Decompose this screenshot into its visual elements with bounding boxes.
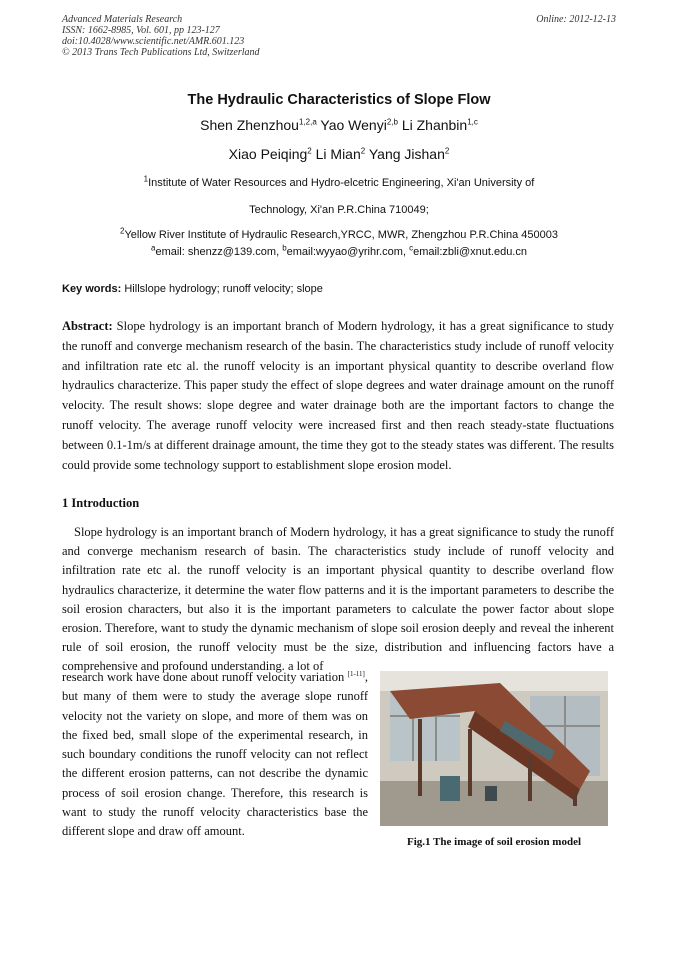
author-sup: 1,2,a: [298, 117, 317, 127]
paper-title: The Hydraulic Characteristics of Slope Flow: [187, 92, 491, 108]
keywords: [62, 283, 323, 295]
aff-sup: 1: [143, 174, 149, 184]
email-sup: b: [282, 243, 287, 253]
aff-text: Yellow River Institute of Hydraulic Research,YRCC, MWR, Zhengzhou P.R.China 450003: [124, 229, 558, 241]
author-name: Li Mian: [315, 146, 361, 162]
journal-header: [62, 14, 616, 58]
keywords-text: Hillslope hydrology; runoff velocity; slope: [124, 283, 323, 295]
email-sup: c: [409, 243, 414, 253]
online-date: Online: 2012-12-13: [536, 14, 616, 25]
section-heading-introduction: 1 Introduction: [62, 496, 140, 510]
author-sup: 2,b: [386, 117, 398, 127]
abstract-label: Abstract:: [62, 319, 113, 333]
intro-paragraph: Slope hydrology is an important branch of Modern hydrology, it has a great significance to study the runoff and converge mechanism research of basin. The characteristics study include of runoff velocity and infiltration rate etc al. the runoff velocity is an important physical quantity to describe overland flow hydraulics characterize, it determine the water flow patterns and it is the important parameters to describe the soil erosion characters, but also it is the important parameters to calculate the power factor about slope erosion. Therefore, want to study the dynamic mechanism of slope soil erosion deeply and reveal the inherent rule of soil erosion, the runoff velocity must be the size, distribution and influencing factors have a comprehensive and profound understanding. a lot of: [62, 525, 614, 674]
author-name: Shen Zhenzhou: [200, 117, 299, 133]
issn-line: ISSN: 1662-8985, Vol. 601, pp 123-127: [62, 25, 220, 36]
copyright-line: © 2013 Trans Tech Publications Ltd, Switzerland: [62, 47, 260, 58]
aff-sup: 2: [120, 226, 125, 236]
author-name: Yao Wenyi: [320, 117, 387, 133]
email-b[interactable]: email:wyyao@yrihr.com,: [286, 246, 407, 258]
author-name: Li Zhanbin: [401, 117, 468, 133]
doi-line: doi:10.4028/www.scientific.net/AMR.601.123: [62, 36, 245, 47]
abstract: [62, 317, 614, 475]
author-name: Yang Jishan: [368, 146, 445, 162]
intro-text: research work have done about runoff velocity variation: [62, 670, 345, 684]
author-sup: 2: [360, 146, 366, 156]
keywords-label: Key words:: [62, 283, 122, 295]
author-name: Xiao Peiqing: [228, 146, 308, 162]
journal-name: Advanced Materials Research: [62, 14, 183, 25]
abstract-text: Slope hydrology is an important branch of Modern hydrology, it has a great significance to study the runoff and converge mechanism research of the basin. The characteristics study include of runoff velocity and infiltration rate etc al. the runoff velocity is an important physical quantity to describe overland flow hydraulics characterize. This paper study the effect of slope degrees and water drainage amount on the runoff velocity. The result shows: slope degree and water drainage both are the important factors to change the runoff velocity. The average runoff velocity were increased first and then reach steady-state fluctuations between 0.1-1m/s at different drainage amount, the time they got to the steady states was different. The results could provide some technology support to establishment slope erosion model.: [62, 319, 614, 472]
intro-paragraph-cont: [62, 668, 368, 842]
affiliation-1: [62, 176, 616, 190]
author-sup: 2: [444, 146, 450, 156]
author-line-2: [0, 146, 678, 162]
affiliation-2: [62, 228, 616, 242]
intro-text: , but many of them were to study the average slope runoff velocity not the variety on slope, and more of them was on the fixed bed, small slope of the experimental research, in such boundary conditions the runoff velocity can not reflect the different erosion patterns, can not describe the dynamic process of soil erosion change. Therefore, this research is want to study the runoff velocity characteristics base the different slope and draw off amount.: [62, 670, 368, 839]
photo-illustration: [380, 671, 608, 826]
email-a[interactable]: email: shenzz@139.com,: [155, 246, 280, 258]
aff-text: Institute of Water Resources and Hydro-elcetric Engineering, Xi'an University of: [148, 177, 535, 189]
figure-caption: Fig.1 The image of soil erosion model: [406, 836, 582, 848]
author-sup: 1,c: [467, 117, 478, 127]
email-line: [62, 243, 616, 258]
author-line-1: [0, 117, 678, 133]
citation[interactable]: [1-11]: [347, 669, 365, 678]
email-sup: a: [151, 243, 156, 253]
author-sup: 2: [307, 146, 312, 156]
email-c[interactable]: email:zbli@xnut.edu.cn: [413, 246, 527, 258]
affiliation-1-cont: Technology, Xi'an P.R.China 710049;: [249, 204, 429, 216]
soil-erosion-model-photo: [380, 671, 608, 826]
